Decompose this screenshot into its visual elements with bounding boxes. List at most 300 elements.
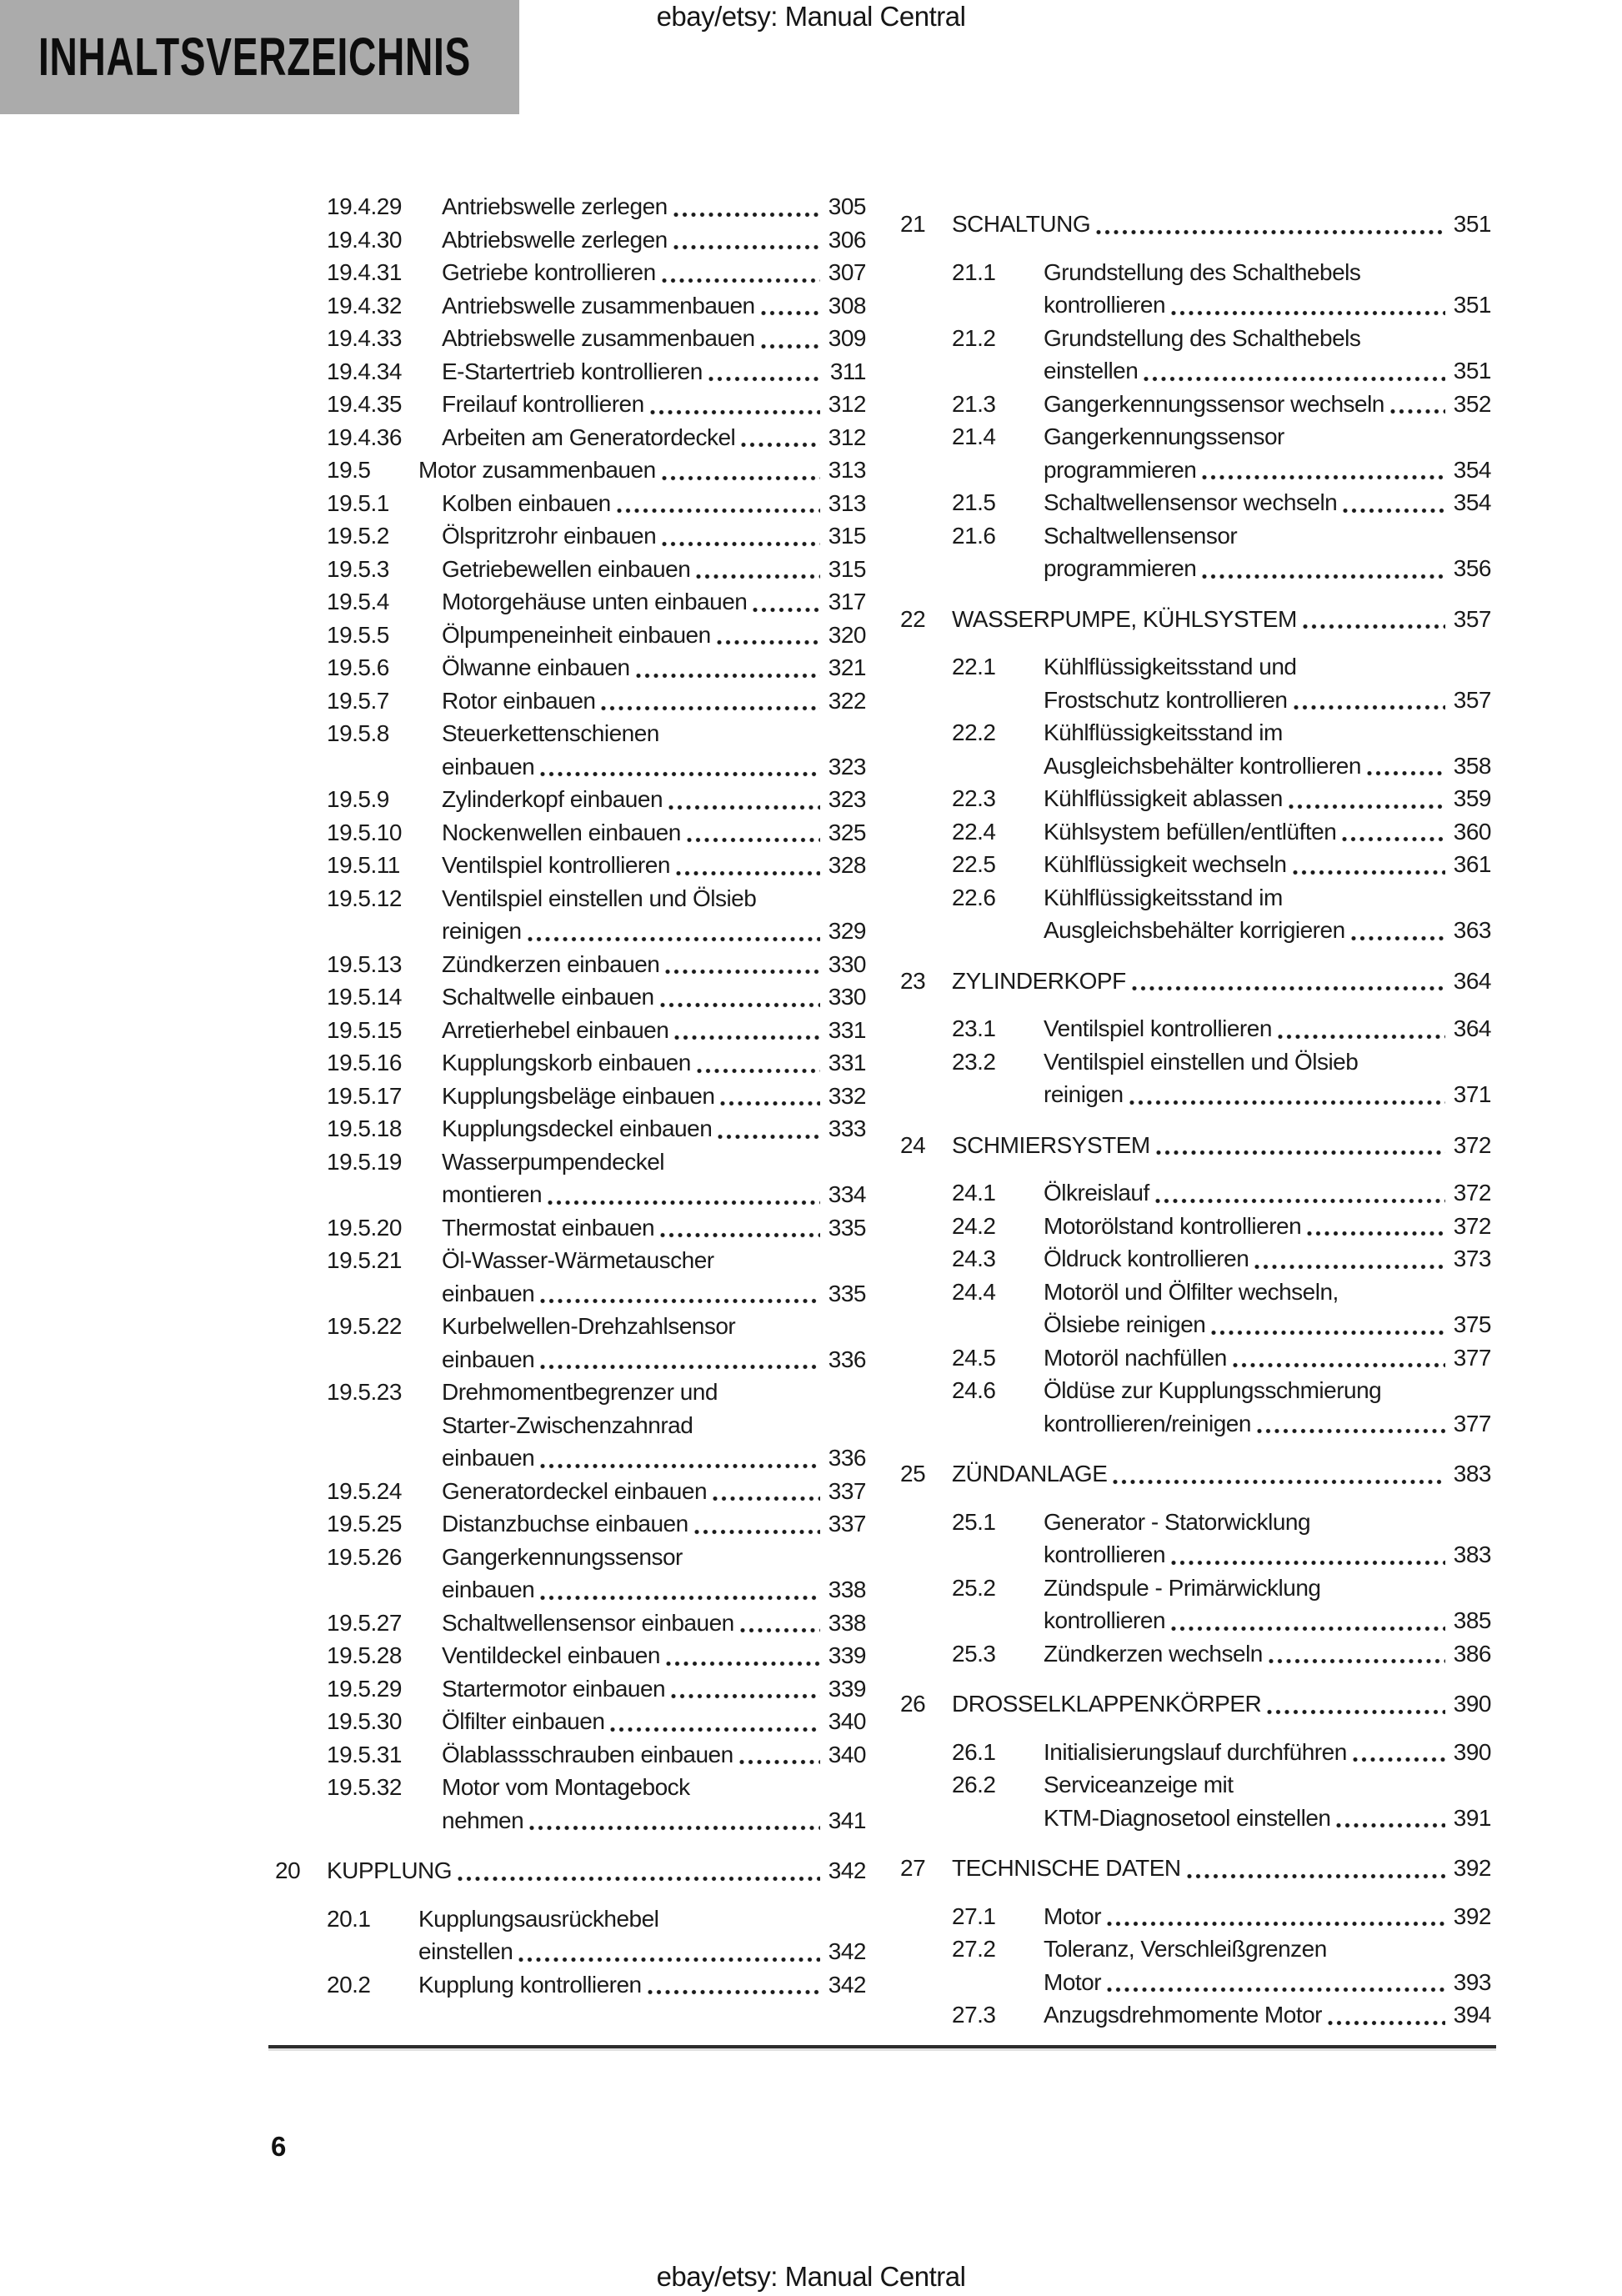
toc-entry-title: Ölfilter einbauen (442, 1708, 605, 1734)
toc-entry-page: 377 (1453, 1344, 1491, 1371)
toc-entry-body (442, 322, 866, 355)
toc-entry-number: 24.2 (952, 1212, 996, 1239)
toc-entry-last-line (442, 519, 866, 553)
toc-entry-title-line: Kühlflüssigkeitsstand und (1044, 654, 1297, 679)
toc-entry-number: 24.6 (952, 1377, 996, 1403)
toc-entry-title-line: Öl-Wasser-Wärmetauscher (442, 1247, 714, 1273)
footer-page-number: 6 (271, 2131, 287, 2162)
toc-entry-last-line (442, 1211, 866, 1245)
toc-entry-body (442, 1607, 866, 1640)
dot-leader (662, 277, 820, 284)
toc-entry-body (442, 980, 866, 1014)
toc-entry-page: 341 (828, 1807, 866, 1833)
dot-leader (529, 1824, 820, 1832)
toc-entry-page: 334 (828, 1181, 866, 1207)
dot-leader (458, 1875, 820, 1882)
toc-entry-page: 371 (1453, 1081, 1491, 1107)
toc-entry-body (442, 882, 866, 948)
toc-entry-body (1044, 1572, 1491, 1637)
toc-entry-title-line: Gangerkennungssensor (442, 1543, 683, 1570)
toc-entry-number: 19.5.32 (327, 1774, 402, 1800)
toc-entry-page: 329 (828, 918, 866, 944)
toc-entry-last-line (1044, 1012, 1491, 1045)
dot-leader (1107, 1920, 1445, 1928)
toc-entry-page: 361 (1453, 851, 1491, 877)
toc-entry (900, 881, 1491, 947)
toc-entry-number: 22.6 (952, 884, 996, 910)
toc-entry-title: Gangerkennungssensor wechseln (1044, 390, 1384, 417)
toc-entry-body (1044, 1900, 1491, 1933)
toc-entry (900, 848, 1491, 881)
toc-entry-body (1044, 388, 1491, 421)
toc-entry-title: Getriebewellen einbauen (442, 555, 691, 582)
toc-entry-wrapped-lines (1044, 256, 1491, 289)
toc-entry-last-line (1044, 1341, 1491, 1375)
toc-entry-number: 20.1 (327, 1905, 371, 1932)
toc-entry-last-line (1044, 1998, 1491, 2032)
toc-entry (900, 1998, 1491, 2032)
toc-entry-title: Startermotor einbauen (442, 1675, 666, 1702)
toc-entry-wrapped-lines (442, 717, 866, 750)
toc-entry-last-line (442, 1573, 866, 1607)
toc-entry-number: 24.1 (952, 1180, 996, 1206)
toc-entry (900, 1506, 1491, 1572)
toc-entry-title: einstellen (1044, 358, 1139, 384)
toc-entry-number: 19.5.8 (327, 720, 389, 746)
toc-entry (900, 388, 1491, 421)
toc-entry (275, 1607, 866, 1640)
toc-entry-page: 323 (828, 786, 866, 812)
dot-leader (1278, 1033, 1445, 1040)
toc-entry-body (442, 684, 866, 718)
toc-entry-number: 21.6 (952, 522, 996, 549)
toc-entry-title: Kühlflüssigkeit ablassen (1044, 785, 1283, 811)
toc-entry-page: 328 (828, 852, 866, 878)
toc-entry-body (442, 717, 866, 783)
toc-entry (900, 519, 1491, 585)
toc-entry-number: 22.4 (952, 818, 996, 845)
toc-entry-title: E-Startertrieb kontrollieren (442, 358, 703, 384)
toc-entry-body (1044, 815, 1491, 849)
dot-leader (648, 1988, 820, 1996)
dot-leader (761, 309, 820, 317)
toc-entry-page: 339 (828, 1675, 866, 1702)
dot-leader (708, 375, 822, 383)
toc-entry-last-line (1044, 1308, 1491, 1341)
toc-entry (275, 1211, 866, 1245)
toc-entry-title: Kühlsystem befüllen/entlüften (1044, 818, 1337, 845)
footer-divider (268, 2045, 1496, 2048)
toc-entry-body (1044, 782, 1491, 815)
toc-entry-number: 22.2 (952, 719, 996, 745)
toc-entry-title: Zündkerzen einbauen (442, 950, 660, 977)
toc-entry-body (442, 1639, 866, 1672)
toc-entry-body (1044, 1998, 1491, 2032)
toc-entry-number: 25.2 (952, 1574, 996, 1601)
toc-entry-last-line (442, 388, 866, 421)
toc-entry-number: 24.3 (952, 1246, 996, 1271)
toc-entry-wrapped-lines (1044, 1276, 1491, 1309)
toc-entry-page: 360 (1453, 818, 1491, 845)
toc-entry (275, 454, 866, 487)
toc-entry-page: 317 (828, 589, 866, 614)
toc-entry-number: 21.2 (952, 324, 996, 351)
toc-entry-body (442, 388, 866, 421)
toc-entry-page: 383 (1453, 1461, 1491, 1486)
toc-entry-number: 24 (900, 1131, 926, 1158)
toc-entry-page: 391 (1453, 1804, 1491, 1831)
toc-entry-body (442, 256, 866, 289)
dot-leader (1107, 1986, 1445, 1993)
toc-entry-page: 337 (828, 1477, 866, 1504)
toc-right-column (900, 190, 1491, 2032)
toc-entry-page: 356 (1453, 555, 1491, 581)
toc-entry-title: Motor zusammenbauen (418, 457, 656, 483)
dot-leader (1233, 1361, 1445, 1369)
toc-entry-title: montieren (442, 1181, 543, 1207)
toc-entry-body (1044, 1768, 1491, 1834)
toc-entry-last-line (1044, 1900, 1491, 1933)
toc-entry-title: einbauen (442, 1346, 535, 1372)
toc-entry-number: 19.5.22 (327, 1313, 402, 1339)
toc-entry-wrapped-lines (442, 1376, 866, 1441)
toc-entry (275, 1014, 866, 1047)
dot-leader (1171, 309, 1445, 317)
toc-entry-page: 342 (828, 1857, 866, 1883)
toc-entry-last-line (442, 1705, 866, 1738)
toc-entry-body (442, 1738, 866, 1772)
toc-entry-number: 22.5 (952, 851, 996, 877)
toc-entry-body (442, 519, 866, 553)
toc-entry-page: 325 (828, 819, 866, 845)
toc-entry-last-line (442, 1277, 866, 1311)
toc-entry-last-line (442, 750, 866, 784)
toc-entry (900, 1736, 1491, 1769)
toc-entry-body (442, 421, 866, 454)
toc-entry (275, 1902, 866, 1968)
toc-entry-title: DROSSELKLAPPENKÖRPER (952, 1691, 1262, 1717)
toc-entry-title-line: Toleranz, Verschleißgrenzen (1044, 1936, 1327, 1962)
toc-entry-last-line (1044, 1966, 1491, 1999)
toc-entry-page: 315 (828, 555, 866, 582)
toc-entry-page: 337 (828, 1511, 866, 1537)
toc-entry-title: einstellen (418, 1938, 513, 1964)
toc-entry (900, 1012, 1491, 1045)
dot-leader (1096, 228, 1445, 236)
toc-entry-title: Ventilspiel kontrollieren (1044, 1015, 1272, 1041)
toc-entry-last-line (1044, 552, 1491, 585)
toc-entry-number: 19.5.26 (327, 1543, 402, 1570)
toc-entry (900, 1176, 1491, 1210)
toc-entry-title: ZÜNDANLAGE (952, 1461, 1108, 1486)
toc-entry-title-line: Motoröl und Ölfilter wechseln, (1044, 1278, 1339, 1305)
toc-entry-body (418, 454, 866, 487)
dot-leader (740, 1627, 820, 1634)
toc-entry-page: 351 (1453, 211, 1491, 237)
toc-entry-number: 27 (900, 1855, 926, 1881)
toc-entry-number: 19.5.4 (327, 589, 389, 614)
toc-entry-body (442, 223, 866, 257)
toc-entry-title: Thermostat einbauen (442, 1214, 655, 1241)
toc-entry-body (442, 355, 866, 389)
toc-entry-page: 330 (828, 950, 866, 977)
toc-entry (275, 1705, 866, 1738)
toc-entry-body (442, 1771, 866, 1837)
toc-entry-number: 19.5.2 (327, 523, 389, 549)
toc-entry-last-line (442, 289, 866, 323)
toc-entry-body (442, 190, 866, 223)
dot-leader (1202, 474, 1444, 481)
toc-entry (900, 716, 1491, 782)
toc-entry-body (1044, 1176, 1491, 1210)
toc-entry-page: 320 (828, 621, 866, 648)
toc-entry-title: Ölwanne einbauen (442, 654, 630, 680)
toc-entry-last-line (1044, 848, 1491, 881)
toc-entry-last-line (1044, 1176, 1491, 1210)
toc-entry-number: 19.5.1 (327, 489, 389, 516)
toc-entry-last-line (1044, 782, 1491, 815)
dot-leader (739, 1758, 820, 1766)
toc-entry-title-line: Grundstellung des Schalthebels (1044, 258, 1361, 285)
dot-leader (761, 343, 820, 350)
dot-leader (1254, 1263, 1445, 1271)
toc-entry-page: 332 (828, 1082, 866, 1109)
toc-entry (275, 1112, 866, 1145)
toc-entry-page: 336 (828, 1346, 866, 1372)
dot-leader (1343, 507, 1445, 514)
toc-entry-title-line: Ventilspiel einstellen und Ölsieb (442, 885, 757, 911)
toc-entry (275, 289, 866, 323)
toc-entry-page: 313 (828, 457, 866, 483)
toc-left-column (275, 190, 866, 2001)
toc-entry (900, 1242, 1491, 1276)
toc-entry (275, 816, 866, 850)
toc-entry-body (1044, 420, 1491, 486)
toc-entry-wrapped-lines (1044, 1374, 1491, 1407)
toc-entry-title: Zündkerzen wechseln (1044, 1640, 1263, 1667)
toc-entry-title: Ölkreislauf (1044, 1180, 1149, 1206)
toc-entry (275, 1376, 866, 1475)
toc-entry (275, 553, 866, 586)
toc-entry-number: 19.5.25 (327, 1511, 402, 1537)
toc-entry-body (442, 1145, 866, 1211)
toc-entry-number: 19.5.10 (327, 819, 402, 845)
toc-entry-last-line (952, 603, 1491, 636)
toc-entry-title: Ölsiebe reinigen (1044, 1311, 1206, 1337)
toc-entry-title: Ölablassschrauben einbauen (442, 1741, 733, 1767)
dot-leader (1129, 1099, 1445, 1106)
toc-entry-body (1044, 1210, 1491, 1243)
dot-leader (673, 211, 820, 218)
toc-entry-body (442, 289, 866, 323)
toc-entry (275, 1080, 866, 1113)
toc-entry-number: 19.5.7 (327, 687, 389, 714)
toc-entry-page: 312 (828, 391, 866, 417)
toc-entry-title: Motorölstand kontrollieren (1044, 1212, 1302, 1239)
toc-entry-page: 315 (828, 523, 866, 549)
toc-entry-page: 392 (1453, 1902, 1491, 1929)
toc-entry-title: Öldruck kontrollieren (1044, 1246, 1249, 1271)
dot-leader (1336, 1822, 1444, 1829)
dot-leader (540, 1594, 820, 1602)
toc-entry-wrapped-lines (442, 1541, 866, 1574)
dot-leader (697, 1067, 820, 1075)
toc-entry-last-line (1044, 1802, 1491, 1835)
toc-entry-last-line (1044, 354, 1491, 388)
toc-entry-last-line (418, 454, 866, 487)
dot-leader (1267, 1708, 1445, 1716)
toc-entry-body (442, 553, 866, 586)
toc-entry-title: Motor (1044, 1968, 1102, 1995)
toc-entry-title: Zylinderkopf einbauen (442, 786, 663, 812)
toc-entry-body (442, 783, 866, 816)
toc-entry-page: 313 (828, 489, 866, 516)
toc-entry-number: 27.1 (952, 1902, 996, 1929)
toc-entry-number: 27.2 (952, 1936, 996, 1962)
toc-entry-last-line (1044, 914, 1491, 947)
toc-entry-number: 19.5 (327, 457, 371, 483)
toc-entry-body (1044, 1045, 1491, 1111)
toc-entry-number: 19.5.31 (327, 1741, 402, 1767)
dot-leader (1269, 1657, 1445, 1665)
toc-entry-body (442, 1112, 866, 1145)
toc-entry-last-line (442, 980, 866, 1014)
toc-entry-number: 19.5.16 (327, 1050, 402, 1075)
toc-entry-last-line (1044, 1637, 1491, 1671)
dot-leader (741, 441, 820, 449)
toc-entry-last-line (442, 816, 866, 850)
toc-entry-body (1044, 1242, 1491, 1276)
toc-entry-title: Kupplung kontrollieren (418, 1971, 642, 1998)
toc-entry-title: Ausgleichsbehälter kontrollieren (1044, 752, 1361, 779)
toc-entry-title: ZYLINDERKOPF (952, 967, 1126, 994)
toc-entry-number: 19.5.17 (327, 1082, 402, 1109)
toc-entry-number: 19.5.30 (327, 1708, 402, 1734)
toc-entry-wrapped-lines (1044, 716, 1491, 749)
toc-entry-page: 364 (1453, 1015, 1491, 1041)
toc-entry-wrapped-lines (1044, 420, 1491, 454)
dot-leader (673, 243, 820, 251)
toc-entry-last-line (442, 1804, 866, 1837)
toc-entry-last-line (1044, 1604, 1491, 1637)
toc-entry (900, 1129, 1491, 1162)
toc-entry (900, 782, 1491, 815)
toc-entry-page: 323 (828, 753, 866, 780)
toc-entry-title: Kupplungsbeläge einbauen (442, 1082, 715, 1109)
toc-entry (275, 783, 866, 816)
toc-entry-title: Ölpumpeneinheit einbauen (442, 621, 711, 648)
toc-entry (275, 619, 866, 652)
toc-entry-title-line: Wasserpumpendeckel (442, 1148, 664, 1175)
toc-entry-page: 342 (828, 1971, 866, 1998)
toc-entry-last-line (442, 190, 866, 223)
toc-entry-number: 22 (900, 605, 926, 632)
toc-entry-page: 340 (828, 1741, 866, 1767)
toc-entry-wrapped-lines (1044, 322, 1491, 355)
footer-doc-title: ebay/etsy: Manual Central (656, 2261, 966, 2292)
dot-leader (1342, 835, 1445, 843)
toc-entry-body (442, 651, 866, 684)
toc-entry-title: programmieren (1044, 456, 1197, 483)
toc-entry-page: 331 (828, 1016, 866, 1043)
toc-entry-title-line: Serviceanzeige mit (1044, 1772, 1234, 1797)
dot-leader (666, 1660, 820, 1667)
toc-entry-page: 321 (828, 654, 866, 680)
toc-entry-number: 25.1 (952, 1508, 996, 1535)
page-title: INHALTSVERZEICHNIS (38, 27, 472, 87)
toc-entry-title-line: Öldüse zur Kupplungsschmierung (1044, 1377, 1382, 1403)
dot-leader (713, 1495, 820, 1502)
dot-leader (662, 474, 820, 482)
toc-entry-number: 21 (900, 211, 926, 237)
toc-entry-page: 342 (828, 1938, 866, 1964)
toc-entry-title: Ölspritzrohr einbauen (442, 523, 657, 549)
toc-entry-body (1044, 1374, 1491, 1440)
toc-entry-page: 335 (828, 1214, 866, 1241)
toc-entry (275, 1541, 866, 1607)
toc-entry (900, 208, 1491, 241)
toc-entry-last-line (1044, 815, 1491, 849)
toc-entry-number: 24.5 (952, 1344, 996, 1371)
toc-entry-number: 19.5.11 (327, 852, 400, 878)
toc-entry-last-line (1044, 1242, 1491, 1276)
toc-entry-page: 363 (1453, 917, 1491, 943)
toc-entry-page: 335 (828, 1280, 866, 1306)
toc-entry-last-line (952, 965, 1491, 998)
toc-entry-body (1044, 1933, 1491, 1998)
dot-leader (1155, 1197, 1445, 1205)
toc-entry-number: 21.5 (952, 489, 996, 515)
toc-entry-number: 19.5.3 (327, 555, 389, 582)
toc-entry (275, 1672, 866, 1706)
toc-entry-number: 25 (900, 1461, 926, 1486)
dot-leader (674, 1034, 819, 1041)
dot-leader (696, 573, 820, 580)
toc-entry-last-line (1044, 1210, 1491, 1243)
toc-entry-body (442, 816, 866, 850)
toc-entry-page: 333 (828, 1115, 866, 1141)
toc-entry-page: 351 (1453, 358, 1491, 384)
toc-entry-last-line (442, 1475, 866, 1508)
toc-entry-page: 336 (828, 1445, 866, 1471)
dot-leader (1113, 1478, 1444, 1486)
toc-entry (900, 650, 1491, 716)
toc-entry-last-line (1044, 1407, 1491, 1441)
dot-leader (1390, 408, 1445, 415)
dot-leader (1257, 1427, 1445, 1435)
dot-leader (660, 1231, 820, 1239)
toc-entry-last-line (442, 1080, 866, 1113)
toc-entry-number: 19.5.13 (327, 950, 402, 977)
dot-leader (1303, 623, 1445, 630)
toc-entry-title: Ventilspiel kontrollieren (442, 852, 670, 878)
toc-entry (900, 1637, 1491, 1671)
toc-entry-last-line (442, 585, 866, 619)
toc-entry-number: 19.5.27 (327, 1609, 402, 1636)
toc-entry-title: Kupplungsdeckel einbauen (442, 1115, 713, 1141)
toc-entry-title-line: Motor vom Montagebock (442, 1774, 690, 1800)
dot-leader (528, 935, 820, 943)
toc-entry-number: 19.4.34 (327, 358, 402, 384)
toc-entry-page: 308 (828, 292, 866, 318)
toc-entry-number: 20 (275, 1857, 301, 1883)
toc-entry-number: 19.5.5 (327, 621, 389, 648)
toc-entry-number: 22.3 (952, 785, 996, 811)
toc-entry-page: 307 (828, 259, 866, 285)
toc-entry-page: 354 (1453, 489, 1491, 515)
toc-entry-body (1044, 650, 1491, 716)
toc-entry-title: kontrollieren (1044, 1542, 1166, 1567)
